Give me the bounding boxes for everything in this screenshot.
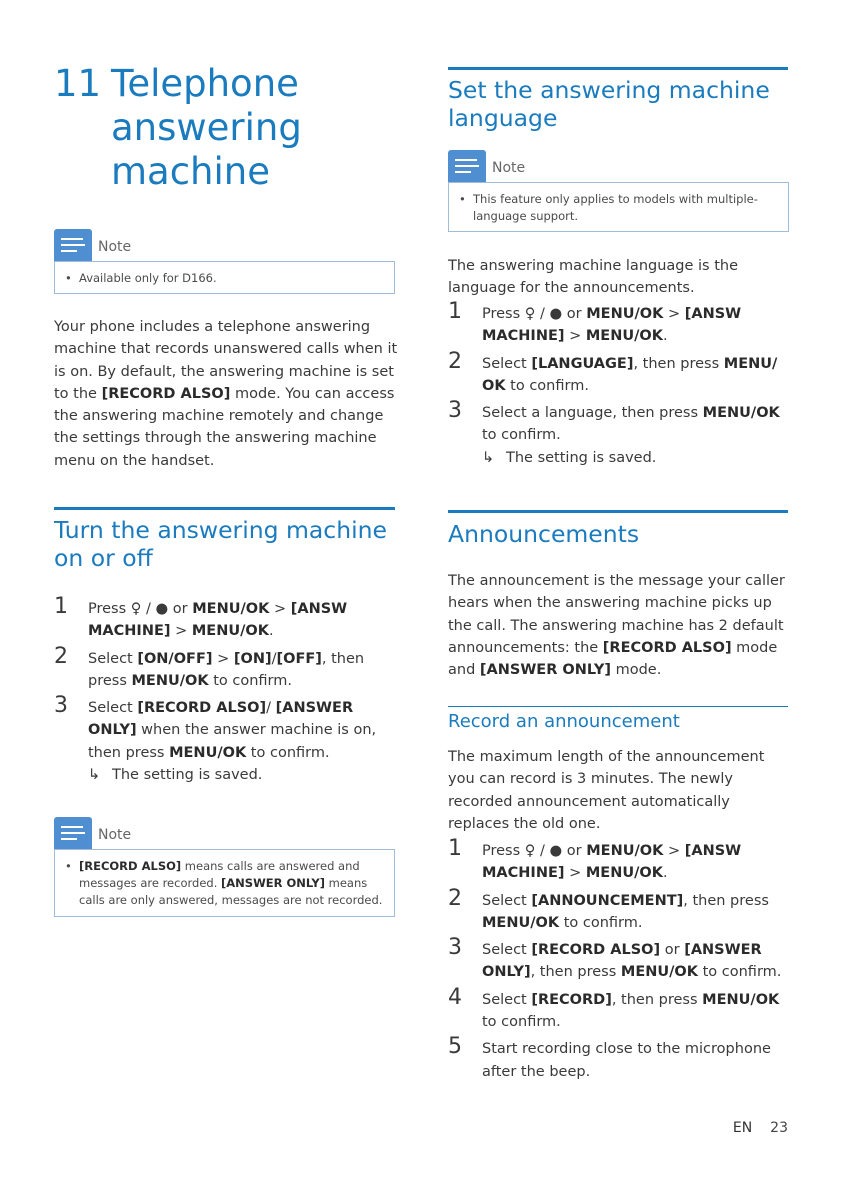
step-item: 4 Select [RECORD], then press MENU/OK to confirm.	[448, 984, 780, 1031]
record-paragraph: The maximum length of the announcement you can record is 3 minutes. The newly recorded announcement automatically replaces the old one.	[448, 749, 765, 832]
result-arrow-icon: ↳	[482, 449, 495, 466]
language-steps	[448, 299, 790, 474]
note-box: • This feature only applies to models with multiple-language support.	[448, 182, 789, 232]
note-label: Note	[98, 827, 132, 843]
step-item: 2 Select [ANNOUNCEMENT], then press MENU/OK to confirm.	[448, 885, 769, 931]
step-item: 2 Select [LANGUAGE], then press MENU/ OK to confirm.	[448, 348, 778, 394]
turn-steps	[54, 594, 399, 791]
step-item: 5 Start recording close to the microphone after the beep.	[448, 1034, 771, 1080]
language-intro: The answering machine language is the language for the announcements.	[448, 258, 739, 297]
note-box: • Available only for D166.	[54, 261, 395, 294]
page-number: 23	[770, 1120, 788, 1136]
note-text: This feature only applies to models with multiple-language support.	[473, 192, 758, 223]
note-header	[54, 817, 131, 849]
step-item: 3 Select a language, then press MENU/OK to confirm. ↳ The setting is saved.	[448, 402, 790, 469]
voicemail-icon: ♀	[130, 601, 142, 617]
note-icon	[54, 229, 92, 261]
note-header	[54, 229, 131, 261]
step-item: 3 Select [RECORD ALSO] or [ANSWER ONLY], then press MENU/OK to confirm.	[448, 935, 782, 981]
section-heading-turn: Turn the answering machine on or off	[54, 516, 388, 572]
voicemail-icon: ♀	[524, 843, 536, 859]
section-rule	[448, 510, 788, 513]
section-rule	[54, 507, 395, 510]
message-icon: ●	[549, 843, 563, 859]
step-item: 1 Press ♀ / ● or MENU/OK > [ANSW MACHINE] > MENU/OK.	[448, 836, 742, 882]
step-item: 3 Select [RECORD ALSO]/ [ANSWER ONLY] when the answer machine is on, then press MENU/OK to confirm. ↳ The setting is saved.	[54, 697, 399, 786]
message-icon: ●	[155, 601, 169, 617]
message-icon: ●	[549, 306, 563, 322]
subsection-heading: Record an announcement	[448, 711, 680, 732]
note-icon	[448, 150, 486, 182]
note-box: • [RECORD ALSO] means calls are answered and messages are recorded. [ANSWER ONLY] means calls are only answered, messages are not recorded.	[54, 849, 395, 917]
step-result: ↳ The setting is saved.	[88, 764, 399, 786]
voicemail-icon: ♀	[524, 306, 536, 322]
note-text: Available only for D166.	[79, 271, 217, 285]
section-heading-announcements: Announcements	[448, 520, 640, 548]
chapter-heading: Telephone answering machine	[111, 62, 302, 193]
language-code: EN	[732, 1120, 753, 1136]
section-rule	[448, 67, 788, 70]
result-arrow-icon: ↳	[88, 767, 101, 784]
announcements-paragraph: The announcement is the message your caller hears when the answering machine picks up the call. The answering machine has 2 default announcements: the [RECORD ALSO] mode and [ANSWER ONLY] mode.	[448, 573, 785, 679]
chapter-number: 11	[54, 62, 102, 105]
step-item: 2 Select [ON/OFF] > [ON]/[OFF], then press MENU/OK to confirm.	[54, 643, 365, 689]
subsection-rule	[448, 706, 788, 707]
note-icon	[54, 817, 92, 849]
step-item: 1 Press ♀ / ● or MENU/OK > [ANSW MACHINE] > MENU/OK.	[448, 299, 742, 345]
section-heading-language: Set the answering machine language	[448, 76, 770, 132]
note-label: Note	[492, 160, 526, 176]
step-result: ↳ The setting is saved.	[482, 447, 790, 469]
intro-paragraph: Your phone includes a telephone answering machine that records unanswered calls when it is on. By default, the answering machine is set to the [RECORD ALSO] mode. You can access the answering machine remotely and change the settings through the answering machine menu on the handset.	[54, 319, 398, 469]
step-item: 1 Press ♀ / ● or MENU/OK > [ANSW MACHINE] > MENU/OK.	[54, 594, 348, 640]
record-steps	[448, 836, 790, 1088]
note-label: Note	[98, 239, 132, 255]
page-footer	[733, 1120, 788, 1136]
note-header	[448, 150, 525, 182]
